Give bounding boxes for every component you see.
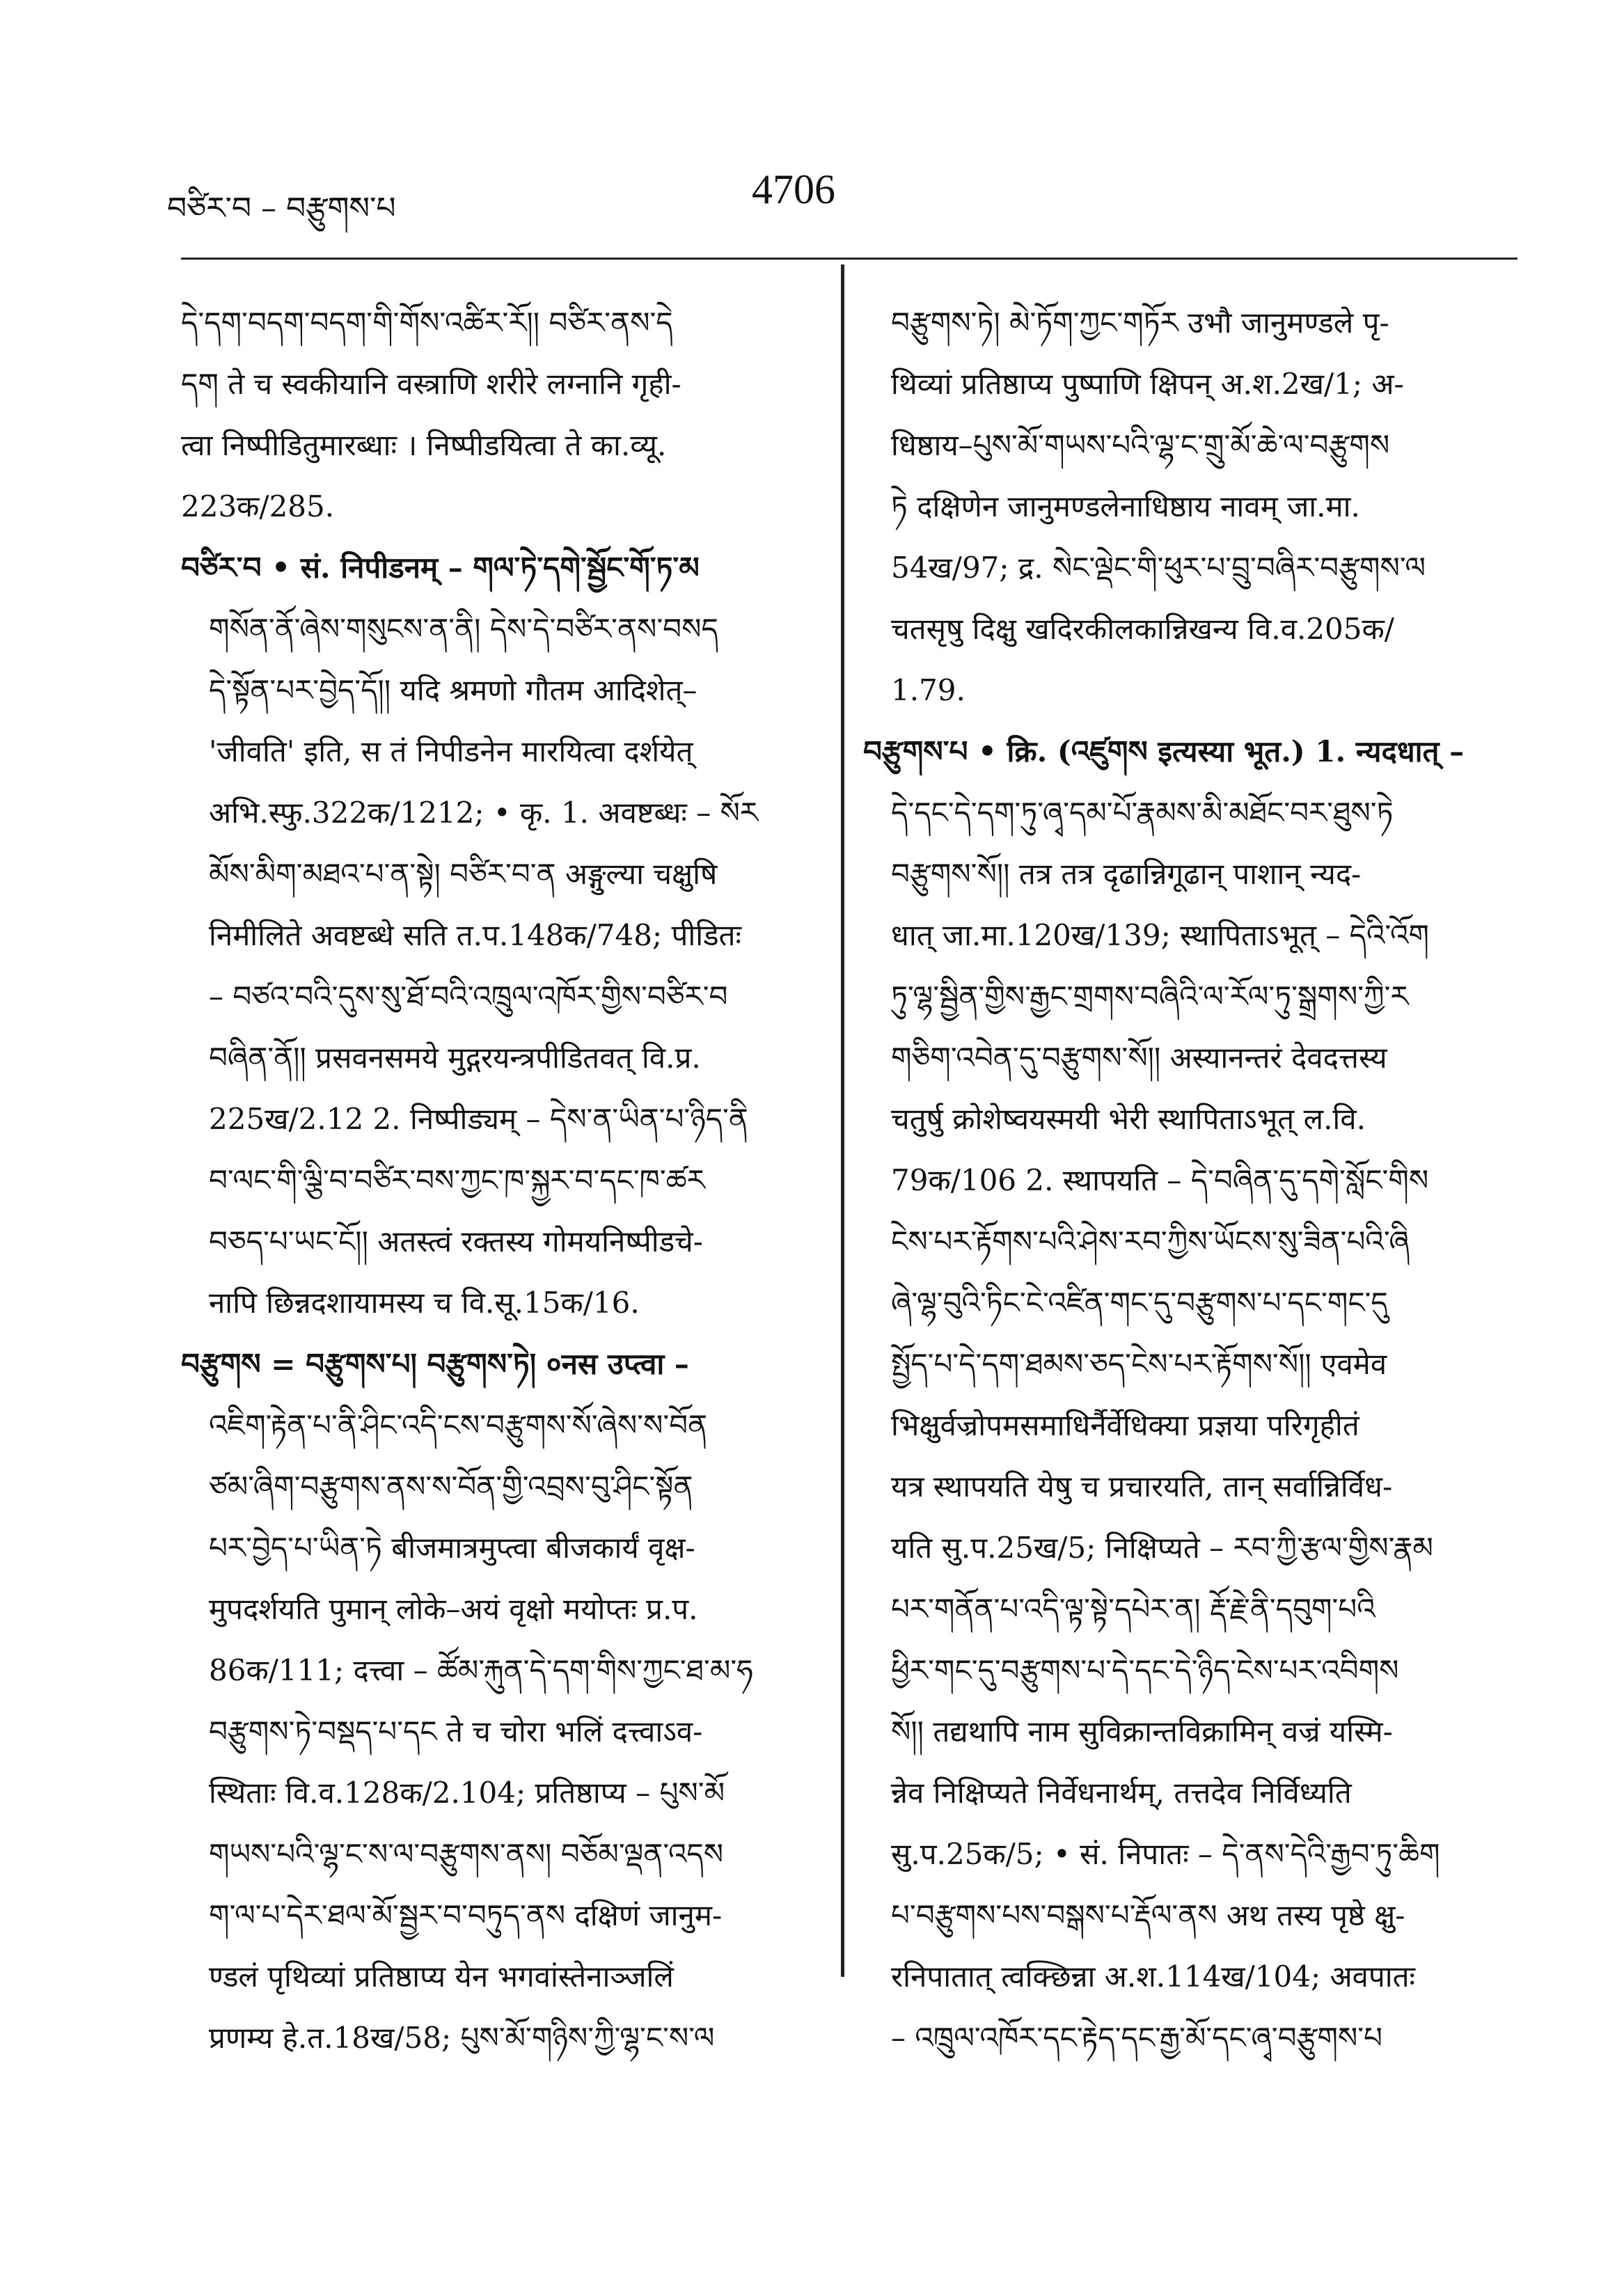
right-line: ཞེ་ལྷ་བུའི་ཏིང་ངེ་འཛིན་གང་དུ་བརྩུགས་པ་དང་གང་དུ	[891, 1286, 1388, 1320]
right-line: 54ख/97; द्र. སེང་ལྡེང་གི་ཕུར་པ་བྲུ་བཞིར་བརྩུགས་ལ	[891, 551, 1426, 585]
right-line: चतसृषु दिक्षु खदिरकीलकान्निखन्य वि.व.205क/	[891, 612, 1394, 646]
left-line: ཙམ་ཞིག་བརྩུགས་ནས་ས་བོན་གྱི་འབྲས་བུ་ཤིང་སྟོན	[209, 1469, 693, 1504]
left-line: དེ་སྟོན་པར་བྱེད་དོ།། यदि श्रमणो गौतम आदिशेत्–	[209, 673, 697, 707]
right-line: – འཁྲུལ་འཁོར་དང་རྟེད་དང་རྒྱ་མོ་དང་ཞྭ་བརྩུགས་པ	[891, 2021, 1382, 2055]
right-line: བརྩུགས་ཏེ། མེ་ཏོག་ཀྱང་གཏོར उभौ जानुमण्डले पृ-	[891, 306, 1389, 340]
right-line: यति सु.प.25ख/5; निक्षिप्यते – རབ་ཀྱི་རྩལ་གྱིས་རྣམ	[891, 1531, 1433, 1565]
left-line: 223क/285.	[181, 489, 335, 523]
left-line: བ་ལང་གི་ལྕི་བ་བཙིར་བས་ཀྱང་ཁ་སྐྱར་བ་དང་ཁ་ཚར	[209, 1163, 705, 1197]
running-header: བཙིར་བ – བརྩུགས་པ	[167, 191, 396, 226]
left-line: ག་ལ་པ་དེར་ཐལ་མོ་སྦྱར་བ་བཏུད་ནས दक्षिणं जानुम-	[209, 1898, 723, 1932]
left-line: གསོན་ནོ་ཞེས་གསུངས་ན་ནི། དེས་དེ་བཙིར་ནས་བསད	[209, 612, 718, 646]
entry-headword: བརྩུགས = བརྩུགས་པ། བརྩུགས་ཏེ། ०नस उप्त्वा –	[181, 1347, 689, 1381]
left-line: བཞིན་ནོ།། प्रसवनसमये मुद्गरयन्त्रपीडितवत् वि.प्र.	[209, 1041, 701, 1075]
left-line: 'जीवति' इति, स तं निपीडनेन मारयित्वा दर्शयेत्	[209, 734, 693, 768]
left-line: नापि छिन्नदशायामस्य च वि.सू.15क/16.	[209, 1286, 640, 1320]
left-line: བརྩུགས་ཏེ་བསྡད་པ་དང ते च चोरा भलिं दत्त्वाऽव-	[209, 1714, 703, 1749]
column-divider	[841, 265, 844, 1977]
right-line: དེ་དང་དེ་དག་ཏུ་ཞྭ་དམ་པོ་རྣམས་མི་མཐོང་བར་ཐུས་ཏེ	[891, 796, 1394, 830]
left-line: त्वा निष्पीडितुमारब्धाः । निष्पीडयित्वा ते का.व्यू.	[181, 428, 667, 462]
right-line: བརྩུགས་སོ།། तत्र तत्र दृढान्निगूढान् पाशान् न्यद-	[891, 857, 1362, 891]
right-line: ཕྱིར་གང་དུ་བརྩུགས་པ་དེ་དང་དེ་ཉིད་ངེས་པར་འབིགས	[891, 1653, 1399, 1687]
right-line: པ་བརྩུགས་པས་བསྒས་པ་རྡོལ་ནས अथ तस्य पृष्ठे क्षु-	[891, 1898, 1405, 1932]
entry-headword: བརྩུགས་པ • क्रि. (འཛུགས इत्यस्या भूत.) 1. न्यदधात् –	[863, 734, 1465, 768]
left-line: प्रणम्य हे.त.18ख/58; པུས་མོ་གཉིས་ཀྱི་ལྷ་ང་ས་ལ	[209, 2021, 715, 2055]
left-line: अभि.स्फु.322क/1212; • कृ. 1. अवष्टब्धः – སོར	[209, 796, 759, 830]
right-line: यत्र स्थापयति येषु च प्रचारयति, तान् सर्वान्निर्विध-	[891, 1469, 1393, 1504]
left-line: 225ख/2.12 2. निष्पीड्यम् – དེས་ན་ཡིན་པ་ཉིད་ནི	[209, 1102, 748, 1136]
right-line: धात् जा.मा.120ख/139; स्थापिताऽभूत् – དེའི་འོག	[891, 918, 1429, 952]
right-line: चतुर्षु क्रोशेष्वयस्मयी भेरी स्थापिताऽभूत् ल.वि.	[891, 1102, 1366, 1136]
left-line: འཇིག་རྟེན་པ་ནི་ཤིང་འདི་ངས་བརྩུགས་སོ་ཞེས་ས་བོན	[209, 1408, 708, 1442]
right-line: སྤྱོད་པ་དེ་དག་ཐམས་ཅད་ངེས་པར་རྟོགས་སོ།། एवमेव	[891, 1347, 1387, 1381]
left-column	[181, 292, 811, 2069]
right-line: ཏེ दक्षिणेन जानुमण्डलेनाधिष्ठाय नावम् जा.मा.	[891, 489, 1360, 523]
left-line: – བཙའ་བའི་དུས་སུ་ཐོ་བའི་འཁྲུལ་འཁོར་གྱིས་བཙིར་བ	[209, 979, 728, 1013]
left-line: मुपदर्शयति पुमान् लोके–अयं वृक्षो मयोप्तः प्र.प.	[209, 1592, 698, 1626]
left-line: དག ते च स्वकीयानि वस्त्राणि शरीरे लग्नानि गृही-	[181, 367, 681, 401]
left-line: 86क/111; दत्त्वा – ཚོམ་རྐུན་དེ་དག་གིས་ཀྱང་ཐ་མ་ཧ	[209, 1653, 753, 1687]
right-line: ངེས་པར་རྟོགས་པའི་ཤེས་རབ་ཀྱིས་ཡོངས་སུ་ཟིན་པའི་ཞི	[891, 1224, 1410, 1259]
left-line: ण्डलं पृथिव्यां प्रतिष्ठाप्य येन भगवांस्तेनाञ्जलिं	[209, 1959, 674, 1994]
left-line: स्थिताः वि.व.128क/2.104; प्रतिष्ठाप्य – པུས་མོ	[209, 1776, 725, 1810]
page-number: 4706	[752, 166, 835, 212]
right-line: 79क/106 2. स्थापयति – དེ་བཞིན་དུ་དགེ་སློང་གིས	[891, 1163, 1429, 1197]
left-line: निमीलिते अवष्टब्धे सति त.प.148क/748; पीडितः	[209, 918, 741, 952]
right-line: 1.79.	[891, 673, 965, 707]
right-line: भिक्षुर्वज्रोपमसमाधिर्नैर्वेधिक्या प्रज्ञया परिगृहीतं	[891, 1408, 1359, 1442]
right-line: ཏུ་ལྷ་སྦྱིན་གྱིས་རྒྱང་གྲགས་བཞིའི་ལ་རོལ་ཏུ་སྒྲགས་ཀྱི་ར	[891, 979, 1409, 1013]
left-line: བཅད་པ་ཡང་ངོ།། अतस्त्वं रक्तस्य गोमयनिष्पीडचे-	[209, 1224, 703, 1259]
right-line: གཅིག་འབེན་དུ་བརྩུགས་སོ།། अस्यानन्तरं देवदत्तस्य	[891, 1041, 1387, 1075]
right-line: སོ།། तद्यथापि नाम सुविक्रान्तविक्रामिन् वज्रं यस्मि-	[891, 1714, 1393, 1749]
entry-headword: བཙིར་བ • सं. निपीडनम् – གལ་ཏེ་དགེ་སྦྱོང་གོ་ཏ་མ	[181, 551, 700, 585]
left-line: མོས་མིག་མཐའ་པ་ན་སྟེ། བཙིར་བ་ན अङ्गुल्या चक्षुषि	[209, 857, 718, 891]
right-line: པར་གནོན་པ་འདི་ལྟ་སྟེ་དཔེར་ན། རྡོ་རྗེ་ནི་དབུག་པའི	[891, 1592, 1375, 1626]
right-line: थिव्यां प्रतिष्ठाप्य पुष्पाणि क्षिपन् अ.श.2ख/1; अ-	[891, 367, 1404, 401]
right-line: सु.प.25क/5; • सं. निपातः – དེ་ནས་དེའི་རྒྱབ་ཏུ་ཆིག	[891, 1837, 1440, 1871]
right-line: न्नेव निक्षिप्यते निर्वेधनार्थम्, तत्तदेव निर्विध्यति	[891, 1776, 1352, 1810]
left-line: གཡས་པའི་ལྷ་ང་ས་ལ་བརྩུགས་ནས། བཅོམ་ལྡན་འདས	[209, 1837, 724, 1871]
right-line: रनिपातात् त्वक्छिन्ना अ.श.114ख/104; अवपातः	[891, 1959, 1416, 1994]
right-line: धिष्ठाय–པུས་མོ་གཡས་པའི་ལྷ་ང་གྲུ་མོ་ཆེ་ལ་བརྩུགས	[891, 428, 1390, 462]
header-rule	[181, 258, 1517, 260]
right-column	[863, 292, 1504, 2069]
left-line: པར་བྱེད་པ་ཡིན་ཏེ बीजमात्रमुप्त्वा बीजकार्यं वृक्ष-	[209, 1531, 695, 1565]
left-line: དེ་དག་བདག་བདག་གི་གོས་འཚིར་རོ།། བཙིར་ནས་དེ	[181, 306, 673, 340]
